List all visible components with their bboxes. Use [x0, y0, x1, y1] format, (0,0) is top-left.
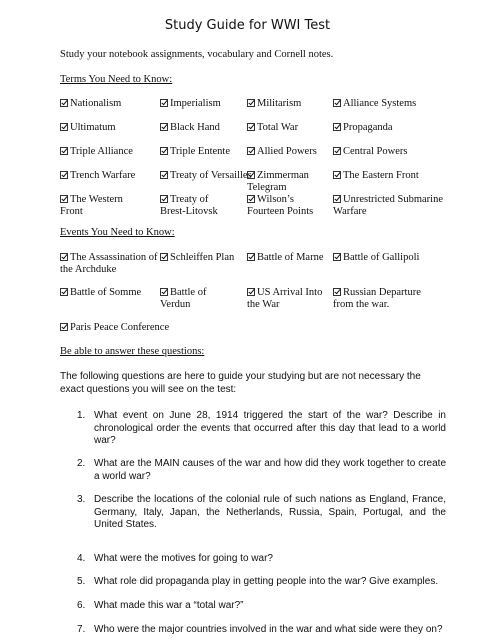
question-number: 1.	[77, 410, 86, 421]
question-text: What role did propaganda play in getting people into the war? Give examples.	[94, 576, 439, 587]
checkbox-icon	[333, 288, 341, 296]
checkbox-icon	[160, 123, 168, 131]
checkbox-icon	[333, 195, 341, 203]
checkbox-icon	[160, 99, 168, 107]
term-item: Militarism	[247, 98, 339, 110]
event-item: Schleiffen Plan	[160, 252, 252, 264]
checkbox-icon	[60, 195, 68, 203]
question-text: Who were the major countries involved in the war and what side were they on?	[94, 624, 443, 635]
term-item: Total War	[247, 122, 339, 134]
checkbox-icon	[247, 123, 255, 131]
term-item: Black Hand	[160, 122, 252, 134]
checkbox-icon	[333, 147, 341, 155]
event-item: Battle of Gallipoli	[333, 252, 443, 264]
question-text: What event on June 28, 1914 triggered the start of the war? Describe in chronological order the events that occurred after this day that lead to a world war?	[94, 410, 446, 446]
checkbox-icon	[333, 99, 341, 107]
term-item: Zimmerman Telegram	[247, 170, 309, 193]
question-text: What made this war a “total war?”	[94, 600, 244, 611]
checkbox-icon	[333, 253, 341, 261]
checkbox-icon	[160, 195, 168, 203]
term-item: Triple Entente	[160, 146, 252, 158]
page-title: Study Guide for WWI Test	[164, 18, 331, 33]
term-item: Trench Warfare	[60, 170, 152, 182]
checkbox-icon	[60, 288, 68, 296]
question-number: 3.	[77, 494, 86, 505]
question-text: Describe the locations of the colonial rule of such nations as England, France, Germany, Italy, Japan, the Netherlands, Russia, Spain, Portugal, and the United States.	[94, 494, 446, 530]
question-number: 2.	[77, 458, 86, 469]
event-item: The Assassination of the Archduke	[60, 252, 158, 275]
question-number: 6.	[77, 600, 86, 611]
term-item: Triple Alliance	[60, 146, 152, 158]
checkbox-icon	[247, 253, 255, 261]
term-item: Treaty of Versailles	[160, 170, 256, 182]
term-item: Alliance Systems	[333, 98, 443, 110]
checkbox-icon	[160, 171, 168, 179]
event-item: Battle of Somme	[60, 287, 152, 299]
term-item: The Western Front	[60, 194, 123, 217]
event-item: Russian Departure from the war.	[333, 287, 421, 310]
checkbox-icon	[247, 195, 255, 203]
checkbox-icon	[333, 123, 341, 131]
term-item: Treaty of Brest-Litovsk	[160, 194, 218, 217]
term-item: Wilson’s Fourteen Points	[247, 194, 314, 217]
event-item: US Arrival Into the War	[247, 287, 323, 310]
checkbox-icon	[60, 123, 68, 131]
question-text: What were the motives for going to war?	[94, 553, 273, 564]
question-number: 4.	[77, 553, 86, 564]
checkbox-icon	[247, 171, 255, 179]
terms-heading: Terms You Need to Know:	[60, 74, 173, 85]
checkbox-icon	[60, 323, 68, 331]
questions-heading: Be able to answer these questions:	[60, 346, 205, 357]
term-item: Imperialism	[160, 98, 252, 110]
checkbox-icon	[60, 147, 68, 155]
term-item: Propaganda	[333, 122, 443, 134]
checkbox-icon	[60, 253, 68, 261]
event-item: Battle of Verdun	[160, 287, 207, 310]
term-item: Allied Powers	[247, 146, 339, 158]
events-heading: Events You Need to Know:	[60, 227, 175, 238]
term-item: Nationalism	[60, 98, 152, 110]
questions-intro: The following questions are here to guide your studying but are not necessary the exact questions you will see on the test:	[60, 371, 421, 395]
event-item: Battle of Marne	[247, 252, 339, 264]
checkbox-icon	[333, 171, 341, 179]
checkbox-icon	[247, 288, 255, 296]
checkbox-icon	[247, 99, 255, 107]
term-item: Central Powers	[333, 146, 443, 158]
checkbox-icon	[247, 147, 255, 155]
question-text: What are the MAIN causes of the war and how did they work together to create a world war?	[94, 458, 446, 482]
checkbox-icon	[60, 171, 68, 179]
checkbox-icon	[160, 147, 168, 155]
term-item: Unrestricted Submarine Warfare	[333, 194, 444, 217]
checkbox-icon	[160, 253, 168, 261]
checkbox-icon	[60, 99, 68, 107]
term-item: The Eastern Front	[333, 170, 443, 182]
checkbox-icon	[160, 288, 168, 296]
question-number: 5.	[77, 576, 86, 587]
intro-text: Study your notebook assignments, vocabulary and Cornell notes.	[60, 49, 334, 60]
question-number: 7.	[77, 624, 86, 635]
term-item: Ultimatum	[60, 122, 152, 134]
event-item: Paris Peace Conference	[60, 322, 200, 334]
